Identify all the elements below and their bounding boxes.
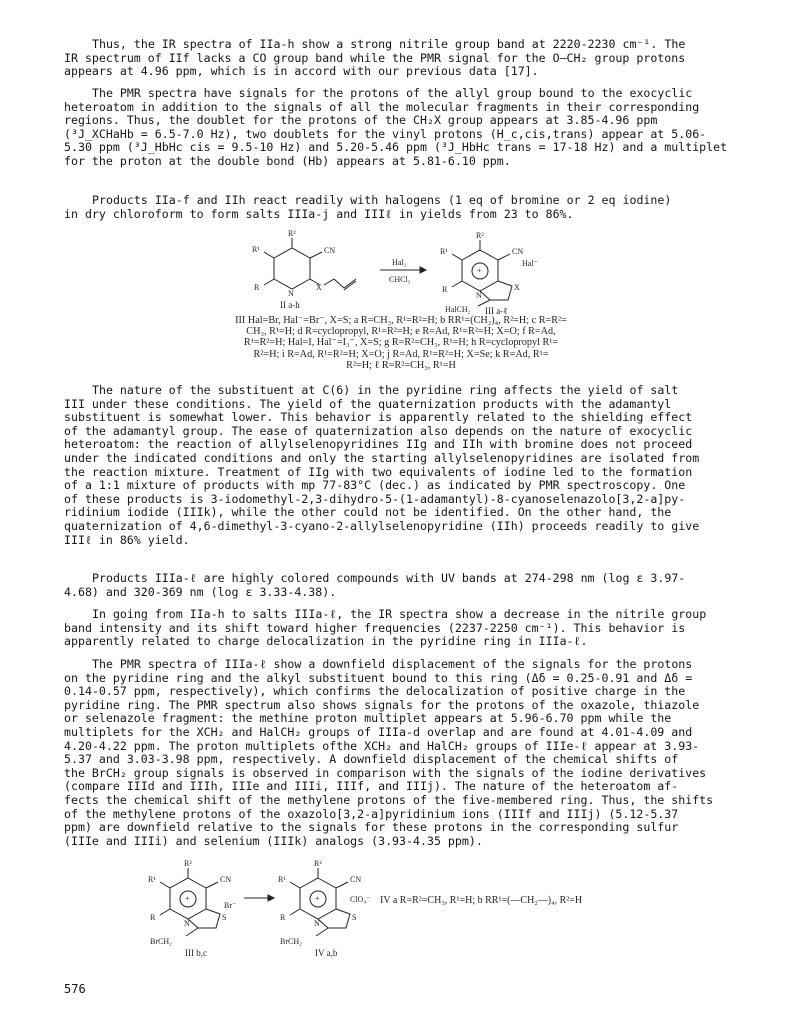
text-line: of these products is 3-iodomethyl-2,3-dihydro-5-(1-adamantyl)-8-cyanoselenazolo[3,2-a]py- xyxy=(64,492,686,506)
text-line: under the indicated conditions and only the starting allylselenopyridines are isolated from xyxy=(64,451,700,465)
text-line: ridinium iodide (IIIk), while the other could not be identified. On the other hand, the xyxy=(64,506,672,520)
label-R: R xyxy=(150,913,156,922)
scheme-1-caption xyxy=(166,315,636,371)
text-line: (compare IIId and IIIh, IIIe and IIIi, IIIf, and IIIj). The nature of the heteroatom af- xyxy=(64,780,679,794)
text-line: pyridine ring. The PMR spectrum also shows signals for the protons of the oxazole, thiazole xyxy=(64,698,700,712)
text-line: 5.37 and 3.03-3.98 ppm, respectively. A downfield displacement of the chemical shifts of xyxy=(64,753,679,767)
label-R1: R¹ xyxy=(252,245,260,254)
text-line: of the adamantyl group. The ease of quaternization also depends on the nature of exocyclic xyxy=(64,424,693,438)
text-line: substituent is somewhat lower. This behavior is apparently related to the shielding effect xyxy=(64,411,693,425)
text-line: on the pyridine ring and the alkyl substituent bound to this ring (Δδ = 0.25-0.91 and Δδ = xyxy=(64,671,693,685)
pyridinium-structure-IVab xyxy=(290,868,350,936)
label-R: R xyxy=(442,285,448,294)
label-R: R xyxy=(254,283,260,292)
text-line: 4.20-4.22 ppm. The proton multiplets ofthe XCH₂ and HalCH₂ groups of IIIe-ℓ appear at 3.93- xyxy=(64,739,700,753)
text-line: of the methylene protons of the oxazolo[3,2-a]pyridinium ions (IIIf and IIIj) (5.12-5.37 xyxy=(64,807,679,821)
reaction-scheme-2 xyxy=(0,859,796,962)
pyridine-structure-II xyxy=(264,238,356,290)
label-CN: CN xyxy=(350,875,362,884)
text-line: multiplets for the XCH₂ and HalCH₂ groups of IIIa-d overlap and are found at 4.01-4.09 and xyxy=(64,725,693,739)
label-R1: R¹ xyxy=(278,875,286,884)
text-line: regions. Thus, the doublet for the protons of the CH₂X group appears at 3.85-4.96 ppm xyxy=(64,114,658,128)
label-R2: R² xyxy=(314,859,322,868)
reaction-arrow xyxy=(244,895,274,901)
label-R1: R¹ xyxy=(148,875,156,884)
label-R2: R² xyxy=(288,229,296,238)
charge-plus: + xyxy=(477,266,482,275)
label-clo4-anion: ClO₄⁻ xyxy=(350,895,371,904)
pyridinium-structure-IIIbc xyxy=(160,868,220,936)
text-line: in dry chloroform to form salts IIIa-j and IIIℓ in yields from 23 to 86%. xyxy=(64,207,574,221)
text-line: appears at 4.96 ppm, which is in accord with our previous data [17]. xyxy=(64,65,539,79)
reaction-arrow xyxy=(380,267,426,273)
label-R1: R¹ xyxy=(440,247,448,256)
charge-plus: + xyxy=(315,894,320,903)
label-br-anion: Br⁻ xyxy=(224,901,237,910)
label-compound-III: III a-ℓ xyxy=(485,306,508,316)
text-line: Thus, the IR spectra of IIa-h show a strong nitrile group band at 2220-2230 cm⁻¹. The xyxy=(92,38,686,51)
text-line: band intensity and its shift toward higher frequencies (2237-2250 cm⁻¹). This behavior is xyxy=(64,621,686,635)
label-X: X xyxy=(316,283,322,292)
paragraph-substituent-effect xyxy=(64,384,740,547)
label-S: S xyxy=(352,913,357,922)
label-compound-IIIbc: III b,c xyxy=(185,948,207,958)
label-BrCH2: BrCH₂ xyxy=(280,937,302,946)
paragraph-uv-bands xyxy=(64,572,740,599)
label-R: R xyxy=(280,913,286,922)
label-BrCH2: BrCH₂ xyxy=(150,937,172,946)
text-line: heteroatom in addition to the signals of all the molecular fragments in their corresponding xyxy=(64,100,700,114)
text-line: (IIIe and IIIi) and selenium (IIIk) analogs (3.93-4.35 ppm). xyxy=(64,834,483,848)
reagent-chcl3: CHCl₃ xyxy=(389,275,411,284)
text-line: III under these conditions. The yield of the quaternization products with the adamantyl xyxy=(64,397,672,411)
text-line: The PMR spectra have signals for the protons of the allyl group bound to the exocyclic xyxy=(92,87,693,100)
text-line: IIIℓ in 86% yield. xyxy=(64,533,190,547)
text-line: The nature of the substituent at C(6) in the pyridine ring affects the yield of salt xyxy=(92,384,679,397)
page-number: 576 xyxy=(64,982,86,996)
label-CN: CN xyxy=(220,875,232,884)
text-line: 5.30 ppm (³J_HbHc cis = 9.5-10 Hz) and 5.20-5.46 ppm (³J_HbHc trans = 17-18 Hz) and a multiplet xyxy=(64,141,728,155)
text-line: or selenazole fragment: the methine proton multiplet appears at 5.96-6.70 ppm while the xyxy=(64,712,672,726)
text-line: IR spectrum of IIf lacks a CO group band while the PMR signal for the O—CH₂ group protons xyxy=(64,51,686,65)
label-CN: CN xyxy=(512,247,524,256)
text-line: the BrCH₂ group signals is observed in comparison with the signals of the iodine derivatives xyxy=(64,766,707,780)
label-compound-IVab: IV a,b xyxy=(315,948,338,958)
paragraph-ir-spectra xyxy=(64,38,740,79)
text-line: In going from IIa-h to salts IIIa-ℓ, the IR spectra show a decrease in the nitrile group xyxy=(92,608,707,621)
text-line: the reaction mixture. Treatment of IIg with two equivalents of iodine led to the formation xyxy=(64,465,693,479)
label-R2: R² xyxy=(184,859,192,868)
caption-line: R¹=R²=H; Hal=I, Hal⁻=I₃⁻, X=S; g R=R²=CH₃, R¹=H; h R=cyclopropyl R¹= xyxy=(243,337,559,349)
text-line: Products IIa-f and IIh react readily with halogens (1 eq of bromine or 2 eq iodine) xyxy=(92,194,672,207)
text-line: 0.14-0.57 ppm, respectively), which confirms the delocalization of positive charge in the xyxy=(64,685,686,699)
reagent-hal2: Hal₂ xyxy=(392,258,407,267)
label-N: N xyxy=(476,291,482,300)
label-X: X xyxy=(514,283,520,292)
text-line: of a 1:1 mixture of products with mp 77-83°C (dec.) as indicated by PMR spectroscopy. One xyxy=(64,479,686,493)
caption-line: R²=H; ℓ R=R²=CH₃, R¹=H xyxy=(346,359,456,371)
text-line: The PMR spectra of IIIa-ℓ show a downfield displacement of the signals for the protons xyxy=(92,658,693,671)
text-line: quaternization of 4,6-dimethyl-3-cyano-2-allylselenopyridine (IIh) proceeds readily to give xyxy=(64,519,700,533)
label-N: N xyxy=(314,919,320,928)
paragraph-pmr-allyl xyxy=(64,87,740,169)
label-N: N xyxy=(184,919,190,928)
text-line: 4.68) and 320-369 nm (log ε 3.33-4.38). xyxy=(64,585,337,599)
paragraph-ir-shift xyxy=(64,608,740,649)
label-hal-anion: Hal⁻ xyxy=(522,259,538,268)
charge-plus: + xyxy=(185,894,190,903)
caption-line: CH₃, R¹=H; d R=cyclopropyl, R¹=R²=H; e R=Ad, R¹=R²=H; X=O; f R=Ad, xyxy=(246,326,556,338)
pyridinium-structure-III xyxy=(452,240,512,306)
label-CN: CN xyxy=(324,246,336,255)
paragraph-halogen-reaction xyxy=(64,194,740,221)
text-line: heteroatom: the reaction of allylselenopyridines IIg and IIh with bromine does not proceed xyxy=(64,438,693,452)
text-line: Products IIIa-ℓ are highly colored compounds with UV bands at 274-298 nm (log ε 3.97- xyxy=(92,572,686,585)
text-line: fects the chemical shift of the methylene protons of the five-membered ring. Thus, the shifts xyxy=(64,793,714,807)
text-line: (³J_XCHaHb = 6.5-7.0 Hz), two doublets for the vinyl protons (H_c,cis,trans) appear at 5.06- xyxy=(64,127,707,141)
scheme-2-caption: IV a R=R²=CH₃, R¹=H; b RR¹=(—CH₂—)₄, R²=H xyxy=(380,895,583,906)
label-HalCH2: HalCH₂ xyxy=(445,305,471,314)
label-S: S xyxy=(222,913,227,922)
text-line: for the proton at the double bond (Hb) appears at 5.81-6.10 ppm. xyxy=(64,154,511,168)
text-line: ppm) are downfield relative to the signals for these protons in the corresponding sulfur xyxy=(64,821,679,835)
text-line: apparently related to charge delocalization in the pyridine ring in IIIa-ℓ. xyxy=(64,635,588,649)
label-compound-II: II a-h xyxy=(280,300,300,310)
paragraph-pmr-downfield xyxy=(64,658,740,848)
caption-line: III Hal=Br, Hal⁻=Br⁻, X=S; a R=CH₃, R¹=R²=H; b RR¹=(CH₂)₄, R²=H; c R=R²= xyxy=(235,315,567,326)
label-R2: R² xyxy=(476,231,484,240)
label-N: N xyxy=(288,289,294,298)
caption-line: R²=H; i R=Ad, R¹=R²=H; X=O; j R=Ad, R¹=R²=H; X=Se; k R=Ad, R¹= xyxy=(253,348,549,360)
